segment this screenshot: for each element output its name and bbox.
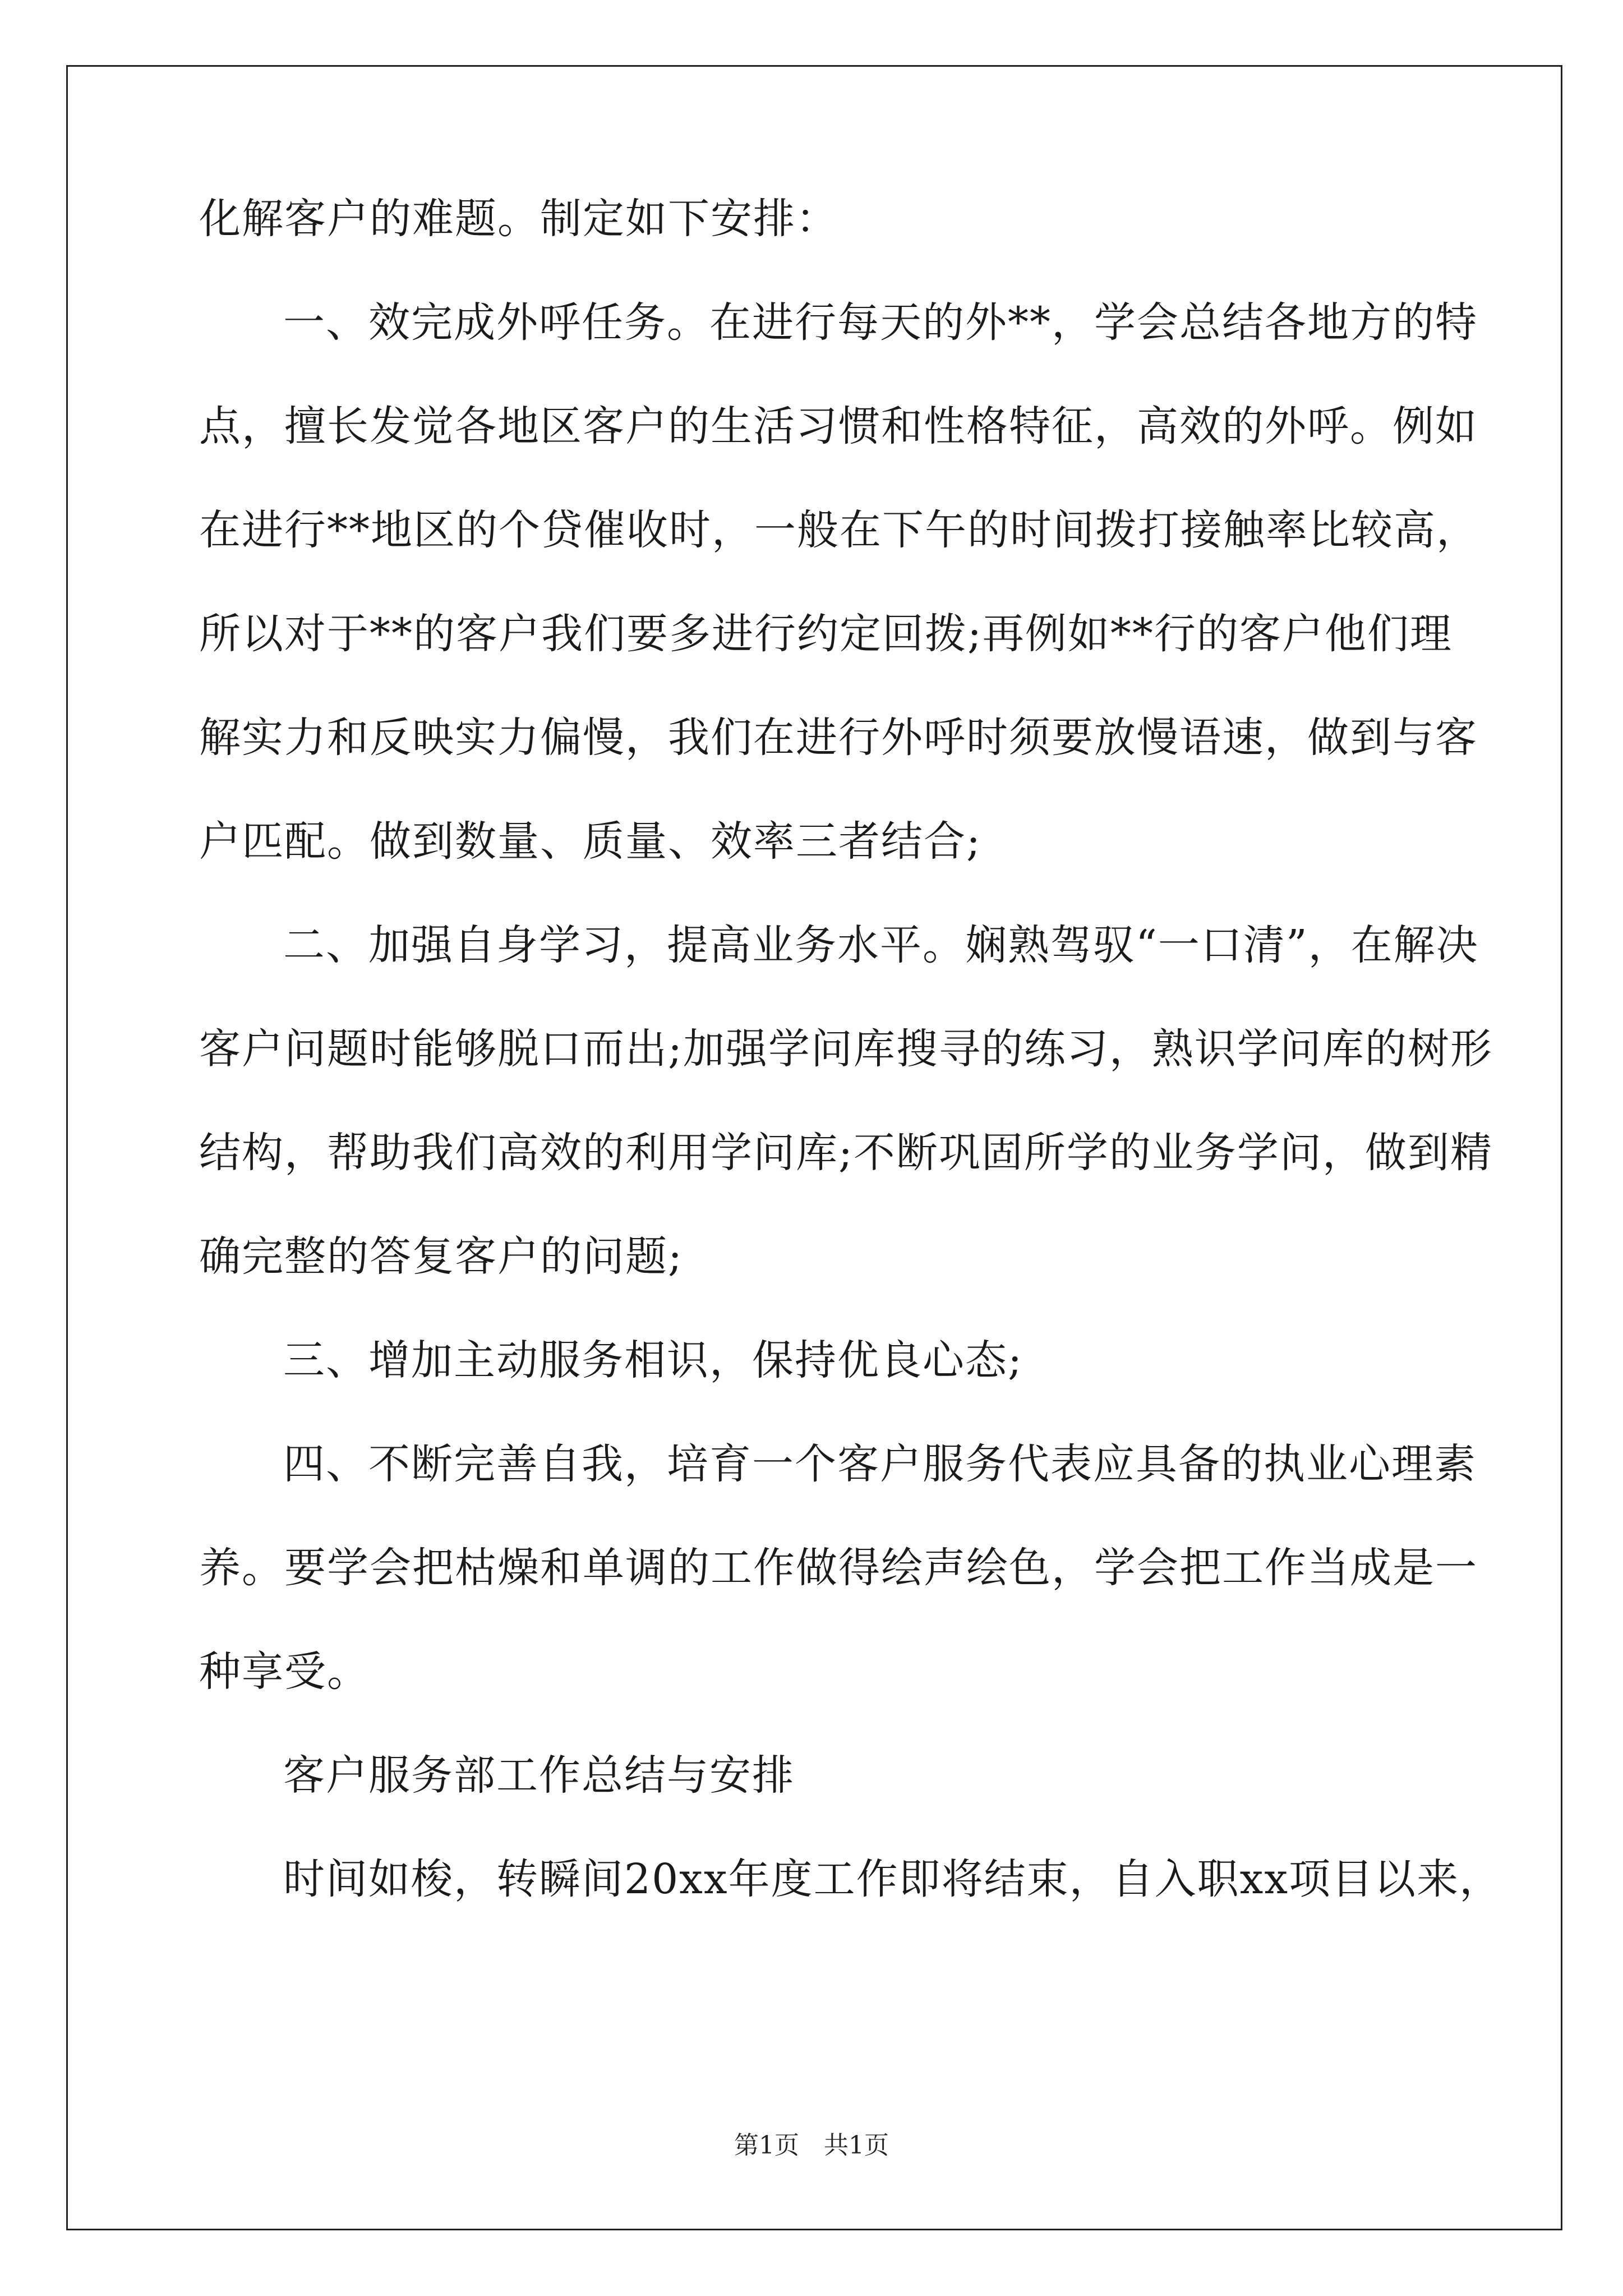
body-line: 解实力和反映实力偏慢，我们在进行外呼时须要放慢语速，做到与客 [199,714,1478,762]
section-heading: 客户服务部工作总结与安排 [283,1751,795,1800]
body-line: 二、加强自身学习，提高业务水平。娴熟驾驭“一口清”，在解决 [283,921,1479,969]
body-line: 种享受。 [199,1648,370,1696]
body-line: 养。要学会把枯燥和单调的工作做得绘声绘色，学会把工作当成是一 [199,1544,1478,1592]
body-line: 客户问题时能够脱口而出;加强学问库搜寻的练习，熟识学问库的树形 [199,1025,1493,1073]
body-line: 时间如梭，转瞬间20xx年度工作即将结束，自入职xx项目以来， [283,1855,1502,1903]
page-number-footer: 第1页 共1页 [734,2131,889,2160]
body-line: 化解客户的难题。制定如下安排： [199,195,838,243]
body-line: 确完整的答复客户的问题; [199,1232,683,1281]
body-line: 一、效完成外呼任务。在进行每天的外**，学会总结各地方的特 [283,298,1478,347]
body-line: 户匹配。做到数量、质量、效率三者结合; [199,817,981,866]
body-line: 结构，帮助我们高效的利用学问库;不断巩固所学的业务学问，做到精 [199,1129,1493,1177]
body-line: 三、增加主动服务相识，保持优良心态; [283,1336,1023,1384]
body-line: 所以对于**的客户我们要多进行约定回拨;再例如**行的客户他们理 [199,610,1453,658]
body-line: 四、不断完善自我，培育一个客户服务代表应具备的执业心理素 [283,1440,1477,1488]
body-line: 点，擅长发觉各地区客户的生活习惯和性格特征，高效的外呼。例如 [199,402,1478,450]
body-line: 在进行**地区的个贷催收时，一般在下午的时间拨打接触率比较高， [199,506,1479,554]
